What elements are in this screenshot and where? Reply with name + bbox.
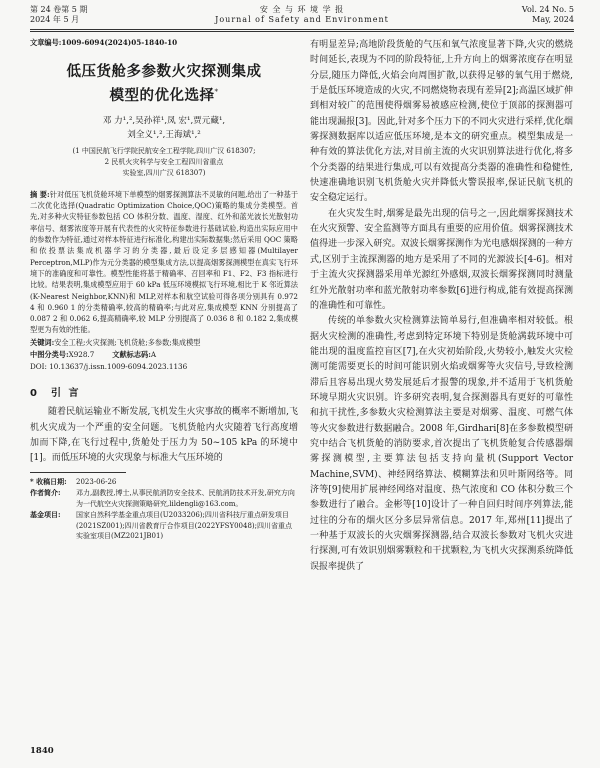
authors-line-1: 邓 力¹,²,吴孙祥¹,凤 宏¹,贾元藏¹, <box>102 115 226 126</box>
left-column <box>30 38 298 542</box>
right-column <box>310 38 573 575</box>
doc-code-value: A <box>150 349 157 359</box>
authors-line-2: 刘全义¹,²,王海斌¹,² <box>127 129 201 140</box>
section-number: 0 <box>30 388 39 400</box>
clc-label: 中图分类号: <box>30 349 69 359</box>
journal-name-en: Journal of Safety and Environment <box>215 15 389 24</box>
body-paragraph-1: 有明显差异;高地阶段货舱的气压和氧气浓度显著下降,火灾的燃烧时间延长,表现为不同的阶段特征,上升方向上的烟雾浓度存在明显分层,随压力降低,火焰会向周围扩散,以获得足够的氧气用于燃烧,于是低压环境造成的火灾,不同燃烧物表现有差异[2];高温区域扩伸到相对较广的范围使得烟雾易被感应检测,使位于顶部的探测器可能出现漏报[3]。因此,针对多个压力下的不同火灾进行采样,优化烟雾探测数据库以适应低压环境,是本文的研究重点。模型集成是一种有效的算法优化方法,对目前主流的火灾识别算法进行优化,将多个分类器的结果进行集成,可以有效提高分类器的准确性和稳健性,快速准确地识别飞机货舱火灾并降低火警误报率,保证民航飞机的安全稳定运行。 <box>310 40 573 204</box>
header-rule <box>30 29 574 30</box>
paper-title <box>30 62 298 106</box>
body-paragraph-3: 传统的单参数火灾检测算法简单易行,但准确率相对较低。根据火灾检测的准确性,考虑到特定环境下特别是货舱满载环境中可能出现的温度监控盲区[7],在火灾初始阶段,火势较小,触发火灾检测可能需要更长的时间可能识别火焰或烟雾等火灾信号,导致检测滞后且容易出现火势发展延后才报警的现象,并不适用于飞机货舱环境早期火灾识别。许多研究表明,复合探测器具有更好的可靠性和抗干扰性,多参数火灾检测算法主要是对烟雾、温度、可燃气体等火灾参数进行数据融合。2008 年,Girdhari[8]在多参数模型研究中结合飞机货舱的消防要求,首次提出了飞机货舱复合传感器烟雾探测模型,主要算法包括支持向量机(Support Vector Machine,SVM)、神经网络算法、模糊算法和贝叶斯网络等。同济等[9]使用扩展神经网络对温度、热气浓度和 CO 体积分数三个参数进行了融合。金彬等[10]设计了一种自回归时间序列算法,能过往的分布的烟火区分多层异常信息。2017 年,郑州[11]提出了一种基于双波长的火灾烟雾探测器,结合双波长参数对飞机火灾进行探测,可有效识别烟雾颗粒和干扰颗粒,为飞机火灾探测系统降低误报率提供了 <box>310 316 573 572</box>
section-heading <box>30 384 298 399</box>
affiliations <box>30 146 298 179</box>
issue-date-en: May, 2024 <box>532 15 574 24</box>
footnote-value: 2023-06-26 <box>76 478 117 487</box>
footnote-value: 邓力,副教授,博士,从事民航消防安全技术、民航消防技术开发,研究方向为一代航空火灾探测策略研究,lildengli@163.com。 <box>76 489 295 509</box>
title-line-1: 低压货舱多参数火灾探测集成 <box>66 63 262 80</box>
affiliation-2-cont: 实验室,四川广汉 618307) <box>122 168 206 177</box>
page-number: 1840 <box>30 746 54 756</box>
footnote-received <box>30 477 298 488</box>
section-title: 引 言 <box>50 388 81 400</box>
footnote-author-bio <box>30 488 298 510</box>
footnotes <box>30 477 298 542</box>
abstract <box>30 189 298 336</box>
keywords-label: 关键词: <box>30 337 55 347</box>
issue-date: 2024 年 5 月 <box>30 15 80 24</box>
classification <box>30 349 298 360</box>
footnote-key: 基金项目: <box>30 509 61 519</box>
doi: DOI: 10.13637/j.issn.1009-6094.2023.1136 <box>30 362 188 372</box>
doc-code-label: 文献标志码: <box>112 349 151 359</box>
body-paragraph-2: 在火灾发生时,烟雾是最先出现的信号之一,因此烟雾探测技术在火灾预警、安全监测等方面具有重要的应用价值。烟雾探测技术值得进一步深入研究。双波长烟雾探测作为光电感烟探测的一种方式,区别于主流探测器的地方是采用了不同的光源波长[4-6]。相对于主流火灾探测器采用单光源红外感烟,双波长烟雾探测同时测量红外光散射功率和蓝光散射功率参数[6]进行构成,能有效提高探测的准确性和可靠性。 <box>310 208 573 311</box>
header-journal <box>30 5 574 25</box>
authors <box>30 114 298 142</box>
header-rule-thin <box>30 31 574 32</box>
article-id: 文章编号:1009-6094(2024)05-1840-10 <box>30 38 178 47</box>
volume-issue: 第 24 卷第 5 期 <box>30 5 88 14</box>
footnote-funding <box>30 510 298 542</box>
keywords <box>30 337 298 348</box>
abstract-text: 针对低压飞机货舱环境下单模型的烟雾探测算法不灵敏的问题,给出了一种基于二次优化选择(Quadratic Optimization Choice,QOC)策略的集成分类模型。首先,对多种火灾特征参数包括 CO 体积分数、温度、湿度、红外和蓝光波长光散射功率信号、烟雾浓度等开展有代表性的火灾特征参数进行基础试验,构造出实际应用中的参数作为特征,通过对样本特征进行标准化,构建出实际数据集;然后采用 QOC 策略和依投票法集成机器学习的分类器,最后设定多层感知器(Multilayer Perceptron,MLP)作为元分类器的模型集成方法,以提高烟雾探测模型在真实飞行环境下的准确度和可靠性。模型性能将基于精确率、召回率和 F1、F2、F3 指标进行比较。结果表明,集成模型应用于 60 kPa 低压环境模拟飞行环境,相比于 K 邻近算法(K-Nearest Neighbor,KNN)和 MLP,对样本和航空试验可得各项分别具有 0.972 4 和 0.960 1 的分类精确率,较高的精确率;与此对应,集成模型 KNN 分别提高了 0.087 2 和 0.062 6,提高精确率,较 MLP 分别提高了 0.036 8 和 0.182 2,集成模型更为有效的性能。 <box>30 189 299 335</box>
title-line-2-text: 模型的优化选择 <box>109 86 215 104</box>
affiliation-2: 2 民机火灾科学与安全工程四川省重点 <box>104 157 224 166</box>
title-line-2 <box>30 82 298 106</box>
clc-value: X928.7 <box>68 349 95 359</box>
title-footnote-mark: * <box>214 88 219 96</box>
footnote-rule <box>30 472 126 473</box>
keywords-text: 安全工程;火灾探测;飞机货舱;多参数;集成模型 <box>54 337 201 347</box>
abstract-label: 摘 要: <box>30 189 50 199</box>
journal-name-cn: 安 全 与 环 境 学 报 <box>259 5 345 14</box>
volume-issue-en: Vol. 24 No. 5 <box>521 5 574 14</box>
footnote-key: * 收稿日期: <box>30 477 67 487</box>
footnote-value: 国家自然科学基金重点项目(U2033206);四川省科技厅重点研发项目(2021SZ001);四川省教育厅合作项目(2022YFSY0048);四川省重点实验室项目(MZ2021JB01) <box>76 510 292 541</box>
affiliation-1: (1 中国民航飞行学院民航安全工程学院,四川广汉 618307; <box>72 146 256 155</box>
intro-paragraph: 随着民航运输业不断发展,飞机发生火灾事故的概率不断增加,飞机火灾成为一个严重的安全问题。飞机货舱内火灾随着飞行高度增加而下降,在飞行过程中,货舱处于压力为 50~105 kPa 的环境中[1]。而低压环境的火灾现象与标准大气压环境的 <box>30 407 298 464</box>
footnote-key: 作者简介: <box>30 488 61 498</box>
running-header <box>30 5 574 29</box>
header-vol-en <box>522 5 574 25</box>
